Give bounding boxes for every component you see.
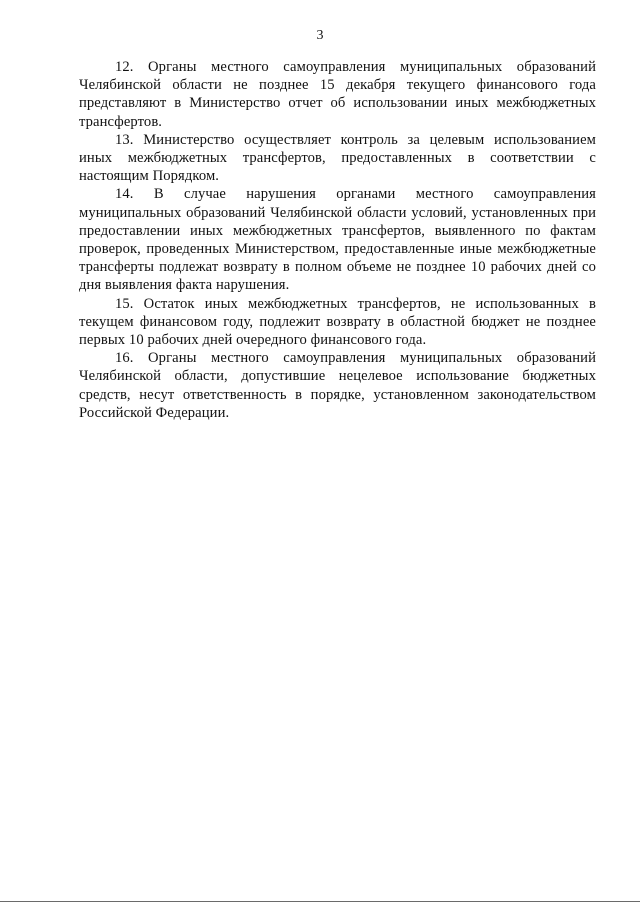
paragraph-13: 13. Министерство осуществляет контроль за целевым использованием иных межбюджетных трансфертов, предоставленных в соответствии с настоящим Порядком. bbox=[79, 131, 596, 185]
page-number: 3 bbox=[316, 28, 324, 43]
page-bottom-edge bbox=[0, 901, 640, 902]
paragraph-16: 16. Органы местного самоуправления муниципальных образований Челябинской области, допустившие нецелевое использование бюджетных средств, несут ответственность в порядке, установленном законодательством Российской Федерации. bbox=[79, 350, 596, 421]
paragraph-12: 12. Органы местного самоуправления муниципальных образований Челябинской области не позднее 15 декабря текущего финансового года представляют в Министерство отчет об использовании иных межбюджетных трансфертов. bbox=[79, 59, 596, 130]
document-body bbox=[79, 58, 596, 422]
paragraph-15: 15. Остаток иных межбюджетных трансфертов, не использованных в текущем финансовом году, подлежит возврату в областной бюджет не позднее первых 10 рабочих дней очередного финансового года. bbox=[79, 295, 596, 349]
paragraph-14: 14. В случае нарушения органами местного самоуправления муниципальных образований Челябинской области условий, установленных при предоставлении иных межбюджетных трансфертов, выявленного по фактам проверок, проведенных Министерством, предоставленные иные межбюджетные трансферты подлежат возврату в полном объеме не позднее 10 рабочих дней со дня выявления факта нарушения. bbox=[79, 186, 596, 294]
